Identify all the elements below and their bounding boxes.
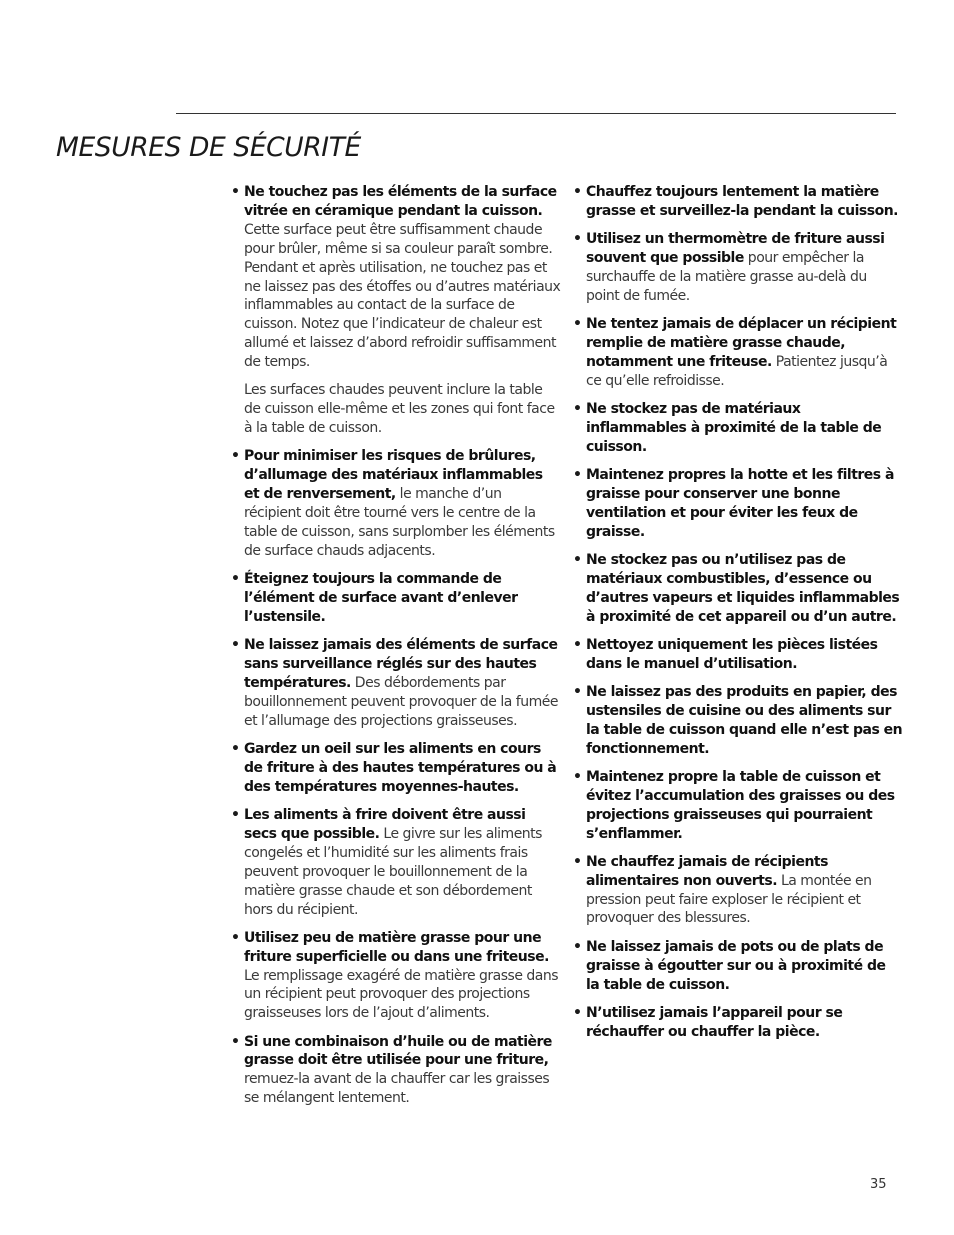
bullet-icon: •: [231, 929, 240, 946]
safety-item-lead: Ne laissez jamais des éléments de surface sans surveillance réglés sur des hautes températures.: [244, 637, 558, 691]
bullet-icon: •: [573, 316, 582, 333]
bullet-icon: •: [231, 184, 240, 200]
bullet-icon: •: [573, 683, 582, 700]
safety-item: [231, 183, 561, 372]
safety-item: [573, 183, 903, 221]
safety-item: [573, 466, 903, 542]
safety-item-body: remuez-la avant de la chauffer car les graisses se mélangent lentement.: [244, 1071, 550, 1107]
safety-item-lead: Maintenez propre la table de cuisson et évitez l’accumulation des graisses ou des projections graisseuses qui pourraient s’enflammer.: [586, 768, 895, 842]
safety-item-lead: Maintenez propres la hotte et les filtres à graisse pour conserver une bonne ventilation et pour éviter les feux de graisse.: [586, 466, 894, 540]
safety-item-lead: Ne stockez pas de matériaux inflammables à proximité de la table de cuisson.: [586, 400, 882, 455]
right-column: [573, 183, 903, 1051]
bullet-icon: •: [573, 400, 582, 417]
safety-item-lead: Ne laissez pas des produits en papier, des ustensiles de cuisine ou des aliments sur la table de cuisson quand elle n’est pas en fonctionnement.: [586, 683, 903, 757]
safety-item-lead: Utilisez peu de matière grasse pour une friture superficielle ou dans une friteuse.: [244, 929, 549, 965]
safety-item-lead: Nettoyez uniquement les pièces listées dans le manuel d’utilisation.: [586, 636, 878, 672]
bullet-icon: •: [231, 806, 240, 823]
safety-item-body: La montée en pression peut faire exploser le récipient et provoquer des blessures.: [586, 872, 872, 927]
bullet-icon: •: [573, 768, 582, 785]
page-number: 35: [870, 1177, 887, 1192]
bullet-icon: •: [573, 938, 582, 955]
bullet-icon: •: [573, 636, 582, 653]
safety-item-body: Le givre sur les aliments congelés et l’humidité sur les aliments frais peuvent provoquer le bouillonnement de la matière grasse chaude et son débordement hors du récipient.: [244, 825, 542, 918]
safety-item: [231, 636, 561, 731]
safety-item: [573, 551, 903, 627]
bullet-icon: •: [231, 740, 240, 757]
safety-item: [573, 400, 903, 457]
safety-item: [231, 740, 561, 797]
safety-item-lead: Si une combinaison d’huile ou de matière grasse doit être utilisée pour une friture,: [244, 1033, 552, 1069]
safety-item-lead: Ne stockez pas ou n’utilisez pas de matériaux combustibles, d’essence ou d’autres vapeurs et liquides inflammables à proximité de cet appareil ou d’un autre.: [586, 551, 900, 625]
safety-item: [231, 570, 561, 627]
safety-item: [573, 1004, 903, 1042]
bullet-icon: •: [573, 853, 582, 870]
bullet-icon: •: [573, 184, 582, 200]
safety-item: [573, 938, 903, 995]
bullet-icon: •: [573, 466, 582, 483]
bullet-icon: •: [231, 1033, 240, 1050]
safety-item-lead: N’utilisez jamais l’appareil pour se réchauffer ou chauffer la pièce.: [586, 1004, 843, 1040]
left-column: [231, 183, 561, 1117]
safety-item-lead: Ne laissez jamais de pots ou de plats de graisse à égoutter sur ou à proximité de la table de cuisson.: [586, 938, 886, 993]
safety-item-lead: Pour minimiser les risques de brûlures, d’allumage des matériaux inflammables et de renversement,: [244, 448, 543, 503]
safety-item-body: pour empêcher la surchauffe de la matière grasse au-delà du point de fumée.: [586, 250, 867, 304]
safety-item-lead: Chauffez toujours lentement la matière grasse et surveillez-la pendant la cuisson.: [586, 184, 899, 219]
safety-item-lead: Ne touchez pas les éléments de la surface vitrée en céramique pendant la cuisson.: [244, 184, 557, 219]
header-rule: [176, 113, 896, 114]
safety-item-lead: Ne tentez jamais de déplacer un récipient remplie de matière grasse chaude, notamment une friteuse.: [586, 316, 897, 370]
safety-item: [231, 447, 561, 560]
bullet-icon: •: [231, 637, 240, 654]
safety-item-body: Patientez jusqu’à ce qu’elle refroidisse.: [586, 353, 888, 389]
safety-item-body: Cette surface peut être suffisamment chaude pour brûler, même si sa couleur paraît sombre. Pendant et après utilisation, ne touchez pas et ne laissez pas des étoffes ou d’autres matériaux inflammables au contact de la surface de cuisson. Notez que l’indicateur de chaleur est allumé et laissez d’abord refroidir suffisamment de temps.: [244, 221, 561, 371]
bullet-icon: •: [231, 571, 240, 588]
safety-item: [573, 315, 903, 391]
safety-item: [231, 929, 561, 1024]
bullet-icon: •: [231, 448, 240, 465]
safety-item-body: Le remplissage exagéré de matière grasse dans un récipient peut provoquer des projections graisseuses lors de l’ajout d’aliments.: [244, 967, 559, 1022]
safety-item: [573, 230, 903, 306]
safety-item: [231, 1033, 561, 1109]
safety-item: [573, 636, 903, 674]
safety-item: [573, 768, 903, 844]
safety-item: [231, 806, 561, 919]
safety-item-lead: Ne chauffez jamais de récipients alimentaires non ouverts.: [586, 853, 828, 889]
safety-item-body: le manche d’un récipient doit être tourné vers le centre de la table de cuisson, sans surplomber les éléments de surface chauds adjacents.: [244, 486, 555, 559]
safety-item-lead: Éteignez toujours la commande de l’élément de surface avant d’enlever l’ustensile.: [244, 571, 518, 625]
continuation-paragraph: Les surfaces chaudes peuvent inclure la table de cuisson elle-même et les zones qui font face à la table de cuisson.: [244, 382, 555, 437]
safety-item: [573, 853, 903, 929]
safety-item: [573, 683, 903, 759]
bullet-icon: •: [573, 551, 582, 568]
safety-item-lead: Gardez un oeil sur les aliments en cours de friture à des hautes températures ou à des températures moyennes-hautes.: [244, 740, 557, 795]
safety-item-body: Des débordements par bouillonnement peuvent provoquer de la fumée et l’allumage des projections graisseuses.: [244, 674, 558, 729]
safety-item-lead: Les aliments à frire doivent être aussi secs que possible.: [244, 806, 526, 842]
bullet-icon: •: [573, 231, 582, 248]
safety-item-lead: Utilisez un thermomètre de friture aussi souvent que possible: [586, 231, 885, 267]
bullet-icon: •: [573, 1004, 582, 1021]
page-title: MESURES DE SÉCURITÉ: [56, 132, 361, 163]
